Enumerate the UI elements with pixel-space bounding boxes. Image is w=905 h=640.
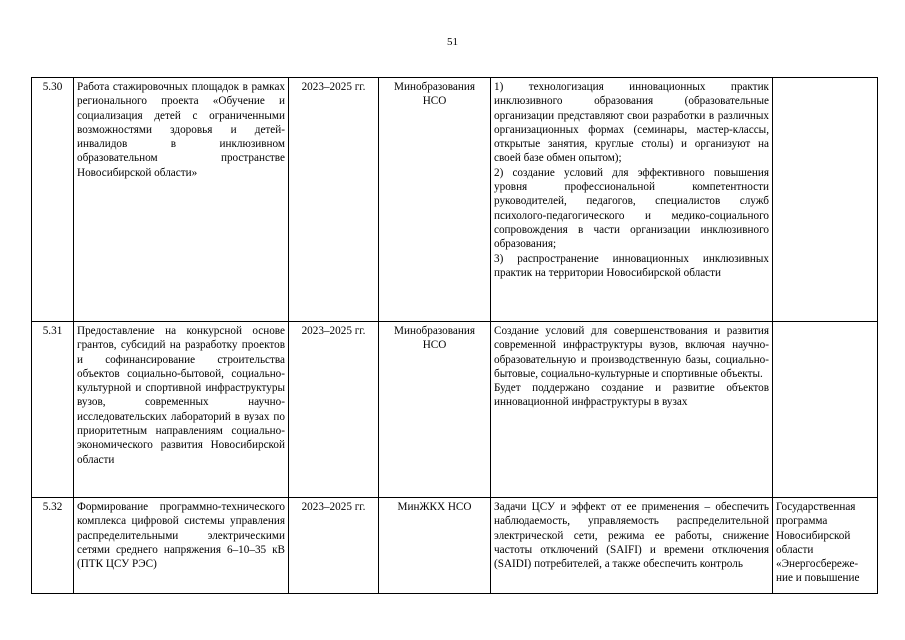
executor-cell: Минобразования НСО	[379, 78, 491, 322]
result-item: Создание условий для совершенствования и развития современной инфраструктуры вузов, включая научно-образовательную и производственную базы, социально-бытовые, социально-культурные и спортивные объекты.	[494, 325, 769, 380]
executor-cell: Минобразования НСО	[379, 322, 491, 498]
result-item: 2) создание условий для эффективного повышения уровня профессиональной компетентности руководителей, педагогов, специалистов служб психолого-педагогического и медико-социального сопровождения в части организации инклюзивного образования;	[494, 166, 769, 251]
measure-name: Работа стажировочных площадок в рамках регионального проекта «Обучение и социализация детей с ограниченными возможностями здоровья и детей-инвалидов в инклюзивном образовательном пространстве Новосибирской области»	[74, 78, 289, 322]
result-item: Будет поддержано создание и развитие объектов инновационной инфраструктуры в вузах	[494, 382, 769, 409]
page-number: 51	[447, 36, 458, 48]
result-item: Задачи ЦСУ и эффект от ее применения – обеспечить наблюдаемость, управляемость распределительной электрической сети, режима ее работы, снижение частоты отключений (SAIFI) и времени отключения (SAIDI) потребителей, а также обеспечить контроль	[494, 501, 769, 571]
executor-cell: МинЖКХ НСО	[379, 498, 491, 594]
program-cell	[773, 322, 878, 498]
measure-name: Предоставление на конкурсной основе грантов, субсидий на разработку проектов и софинансирование строительства объектов социально-бытовой, социально-культурной и спортивной инфраструктуры вузов, современных научно-исследовательских лабораторий в вузах по приоритетным направлениям социально-экономического развития Новосибирской области	[74, 322, 289, 498]
row-number: 5.31	[32, 322, 74, 498]
table-row	[32, 322, 878, 498]
table-row	[32, 498, 878, 594]
row-number: 5.30	[32, 78, 74, 322]
period-cell: 2023–2025 гг.	[289, 322, 379, 498]
program-cell: Государственная программа Новосибирской области «Энергосбереже-ние и повышение	[773, 498, 878, 594]
result-cell	[491, 498, 773, 594]
period-cell: 2023–2025 гг.	[289, 78, 379, 322]
table-row	[32, 78, 878, 322]
result-item: 3) распространение инновационных инклюзивных практик на территории Новосибирской области	[494, 252, 769, 279]
result-cell	[491, 78, 773, 322]
measures-table	[31, 77, 878, 594]
measure-name: Формирование программно-технического комплекса цифровой системы управления распределительными электрическими сетями среднего напряжения 6–10–35 кВ (ПТК ЦСУ РЭС)	[74, 498, 289, 594]
period-cell: 2023–2025 гг.	[289, 498, 379, 594]
program-cell	[773, 78, 878, 322]
result-item: 1) технологизация инновационных практик инклюзивного образования (образовательные организации представляют свои разработки в различных организационных формах (семинары, мастер-классы, открытые занятия, круглые столы) и организуют на своей базе обмен опытом);	[494, 81, 769, 165]
result-cell	[491, 322, 773, 498]
row-number: 5.32	[32, 498, 74, 594]
